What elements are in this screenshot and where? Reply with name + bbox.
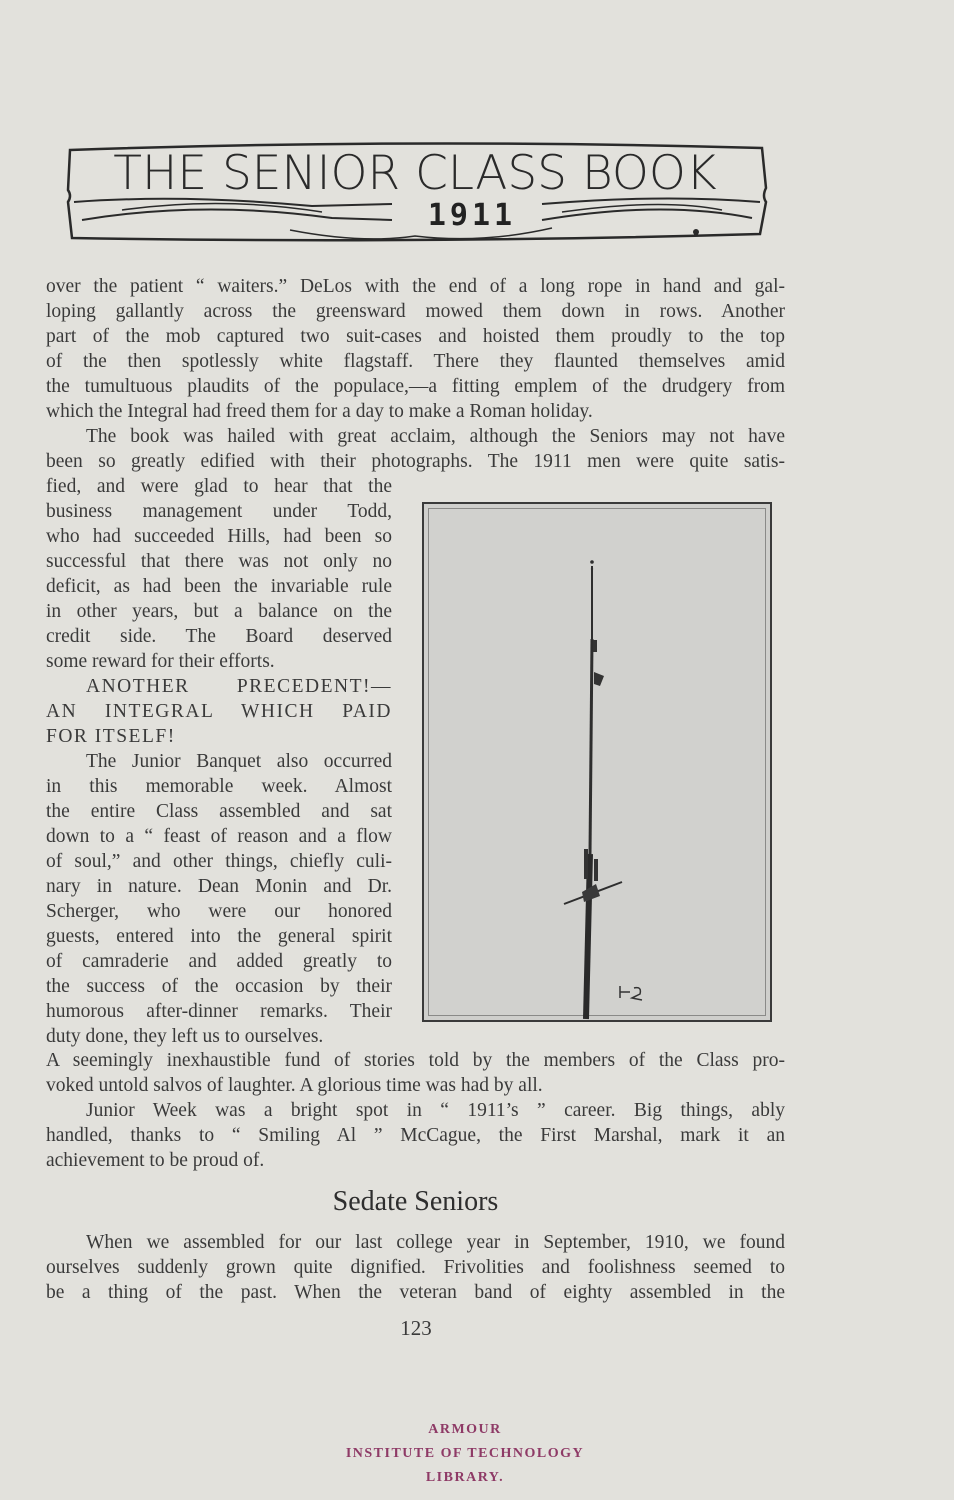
text-line: part of the mob captured two suit-cases and hoisted them proudly to the top <box>46 326 785 347</box>
body-paragraph-2 <box>46 424 785 474</box>
headline-line: AN INTEGRAL WHICH PAID <box>46 701 392 722</box>
library-stamp-line-1: ARMOUR <box>428 1422 502 1437</box>
body-paragraph-5 <box>46 1230 785 1305</box>
text-line: fied, and were glad to hear that the <box>46 476 392 497</box>
text-line: The Junior Banquet also occurred <box>86 751 392 772</box>
banner-title: THE SENIOR CLASS BOOK <box>113 146 717 201</box>
text-line: of camraderie and added greatly to <box>46 951 392 972</box>
text-line: down to a “ feast of reason and a flow <box>46 826 392 847</box>
page-number: 123 <box>400 1316 432 1340</box>
body-paragraph-1 <box>46 274 785 424</box>
text-line: the success of the occasion by their <box>46 976 392 997</box>
text-line: When we assembled for our last college year in September, 1910, we found <box>86 1232 785 1253</box>
text-line: successful that there was not only no <box>46 551 392 572</box>
section-heading: Sedate Seniors <box>332 1186 499 1217</box>
library-stamp-line-2: INSTITUTE OF TECHNOLOGY <box>345 1446 585 1461</box>
banner-year: 1911 <box>427 198 517 233</box>
library-stamp-line-3: LIBRARY. <box>425 1470 505 1485</box>
text-line: nary in nature. Dean Monin and Dr. <box>46 876 392 897</box>
text-line: voked untold salvos of laughter. A glorious time was had by all. <box>46 1075 543 1096</box>
text-line: credit side. The Board deserved <box>46 626 392 647</box>
flagstaff-drawing <box>424 504 770 1020</box>
column-text <box>46 474 392 1049</box>
text-line: duty done, they left us to ourselves. <box>46 1026 324 1047</box>
headline-line: ANOTHER PRECEDENT!— <box>86 676 392 697</box>
text-line: loping gallantly across the greensward mowed them down in rows. Another <box>46 301 785 322</box>
text-line: ourselves suddenly grown quite dignified. Frivolities and foolishness seemed to <box>46 1257 785 1278</box>
headline-line: FOR ITSELF! <box>46 726 176 747</box>
text-line: who had succeeded Hills, had been so <box>46 526 392 547</box>
text-line: the tumultuous plaudits of the populace,—a fitting emplem of the drudgery from <box>46 376 785 397</box>
text-line: be a thing of the past. When the veteran band of eighty assembled in the <box>46 1282 785 1303</box>
body-paragraph-4 <box>46 1098 785 1173</box>
text-line: of the then spotlessly white flagstaff. There they flaunted themselves amid <box>46 351 785 372</box>
text-line: some reward for their efforts. <box>46 651 275 672</box>
body-paragraph-3 <box>46 1048 785 1098</box>
text-line: of soul,” and other things, chiefly culi- <box>46 851 392 872</box>
text-line: achievement to be proud of. <box>46 1150 265 1171</box>
text-line: the entire Class assembled and sat <box>46 801 392 822</box>
text-line: handled, thanks to “ Smiling Al ” McCague, the First Marshal, mark it an <box>46 1125 785 1146</box>
text-line: over the patient “ waiters.” DeLos with the end of a long rope in hand and gal- <box>46 276 785 297</box>
text-line: business management under Todd, <box>46 501 392 522</box>
text-line: Junior Week was a bright spot in “ 1911’s ” career. Big things, ably <box>86 1100 785 1121</box>
text-line: guests, entered into the general spirit <box>46 926 392 947</box>
text-line: humorous after-dinner remarks. Their <box>46 1001 392 1022</box>
text-line: in this memorable week. Almost <box>46 776 392 797</box>
class-book-banner <box>62 140 768 246</box>
text-line: Scherger, who were our honored <box>46 901 392 922</box>
text-line: The book was hailed with great acclaim, although the Seniors may not have <box>86 426 785 447</box>
text-line: deficit, as had been the invariable rule <box>46 576 392 597</box>
text-line: been so greatly edified with their photographs. The 1911 men were quite satis- <box>46 451 785 472</box>
text-line: which the Integral had freed them for a day to make a Roman holiday. <box>46 401 593 422</box>
flagstaff-photo <box>422 502 772 1022</box>
text-line: in other years, but a balance on the <box>46 601 392 622</box>
text-line: A seemingly inexhaustible fund of stories told by the members of the Class pro- <box>46 1050 785 1071</box>
